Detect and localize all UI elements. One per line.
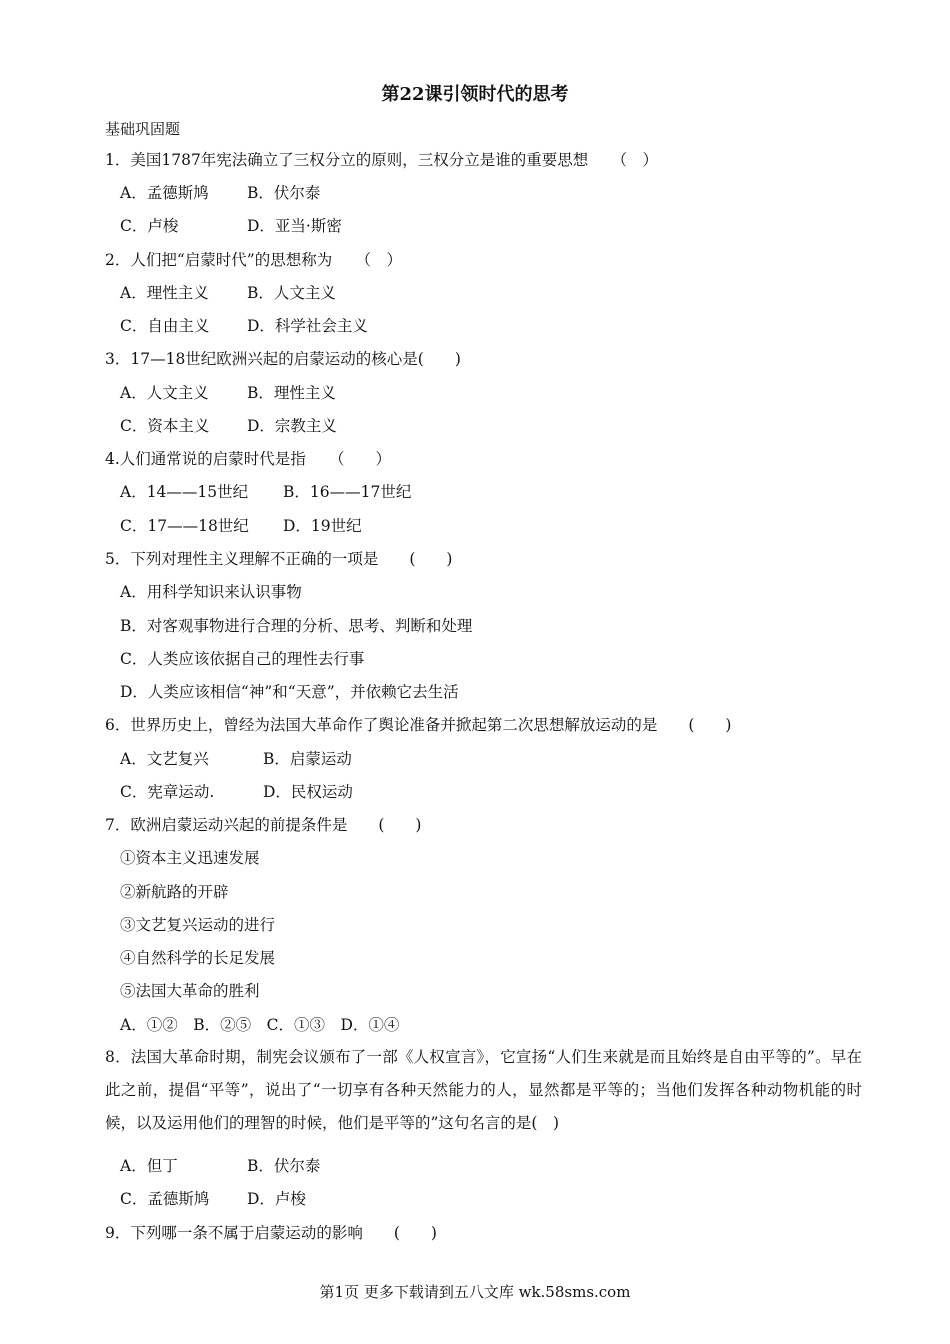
option-a: A．理性主义	[120, 284, 209, 302]
question-4-options-row-1	[120, 482, 411, 502]
list-item: ②新航路的开辟	[120, 883, 229, 901]
option-d: D．亚当·斯密	[247, 217, 342, 235]
option-b: B．16——17世纪	[283, 483, 412, 501]
question-9: 9．下列哪一条不属于启蒙运动的影响 ( )	[105, 1224, 437, 1242]
option-d: D．民权运动	[263, 783, 353, 801]
question-8: 8．法国大革命时期，制宪会议颁布了一部《人权宣言》，它宣扬“人们生来就是而且始终是自由平等的”。早在此之前，提倡“平等”，说出了“一切享有各种天然能力的人，显然都是平等的；当他们发挥各种动物机能的时候，以及运用他们的理智的时候，他们是平等的”这句名言的是( )	[105, 1048, 862, 1133]
option-d: D．科学社会主义	[247, 317, 368, 335]
option-b: B．伏尔泰	[247, 1157, 321, 1175]
option-b: B．伏尔泰	[247, 184, 321, 202]
question-1-options-row-2	[120, 216, 342, 236]
list-item: ④自然科学的长足发展	[120, 949, 276, 967]
option-d: D．19世纪	[283, 517, 362, 535]
option-d: D．卢梭	[247, 1190, 306, 1208]
option-c: C．资本主义	[120, 417, 210, 435]
option-c: C．17——18世纪	[120, 517, 249, 535]
option-a: A．孟德斯鸠	[120, 184, 209, 202]
question-2: 2．人们把“启蒙时代”的思想称为 （ ）	[105, 251, 402, 269]
question-5: 5．下列对理性主义理解不正确的一项是 ( )	[105, 550, 453, 568]
option-a: A．但丁	[120, 1157, 178, 1175]
question-6-options-row-2	[120, 782, 353, 802]
page-footer: 第1页 更多下载请到五八文库 wk.58sms.com	[319, 1283, 631, 1301]
option-b: B．人文主义	[247, 284, 336, 302]
option-c: C．卢梭	[120, 217, 179, 235]
option-c: C．人类应该依据自己的理性去行事	[120, 650, 365, 668]
option-a: A．人文主义	[120, 384, 209, 402]
option-b: B．启蒙运动	[263, 750, 352, 768]
list-item: ⑤法国大革命的胜利	[120, 982, 260, 1000]
page-title: 第22课引领时代的思考	[381, 84, 569, 105]
question-2-options-row-2	[120, 316, 368, 336]
question-1-options-row-1	[120, 183, 320, 203]
question-2-options-row-1	[120, 283, 336, 303]
question-4-options-row-2	[120, 516, 362, 536]
question-3: 3．17—18世纪欧洲兴起的启蒙运动的核心是( )	[105, 350, 461, 368]
question-4: 4.人们通常说的启蒙时代是指 （ ）	[105, 450, 392, 468]
question-7-options: A．①② B．②⑤ C．①③ D．①④	[120, 1016, 400, 1034]
option-a: A．14——15世纪	[120, 483, 249, 501]
option-b: B．对客观事物进行合理的分析、思考、判断和处理	[120, 617, 473, 635]
question-6-options-row-1	[120, 749, 352, 769]
option-a: A．文艺复兴	[120, 750, 209, 768]
list-item: ①资本主义迅速发展	[120, 849, 260, 867]
list-item: ③文艺复兴运动的进行	[120, 916, 276, 934]
question-6: 6．世界历史上，曾经为法国大革命作了舆论准备并掀起第二次思想解放运动的是 ( )	[105, 716, 732, 734]
option-d: D．人类应该相信“神”和“天意”，并依赖它去生活	[120, 683, 459, 701]
option-c: C．宪章运动.	[120, 783, 215, 801]
option-c: C．自由主义	[120, 317, 210, 335]
question-8-options-row-2	[120, 1189, 306, 1209]
option-a: A．用科学知识来认识事物	[120, 583, 302, 601]
question-3-options-row-2	[120, 416, 337, 436]
option-d: D．宗教主义	[247, 417, 337, 435]
question-7: 7．欧洲启蒙运动兴起的前提条件是 ( )	[105, 816, 422, 834]
option-c: C．孟德斯鸠	[120, 1190, 210, 1208]
question-8-options-row-1	[120, 1156, 320, 1176]
question-3-options-row-1	[120, 383, 336, 403]
question-1: 1．美国1787年宪法确立了三权分立的原则，三权分立是谁的重要思想 （ ）	[105, 151, 659, 169]
option-b: B．理性主义	[247, 384, 336, 402]
section-heading: 基础巩固题	[105, 120, 181, 138]
